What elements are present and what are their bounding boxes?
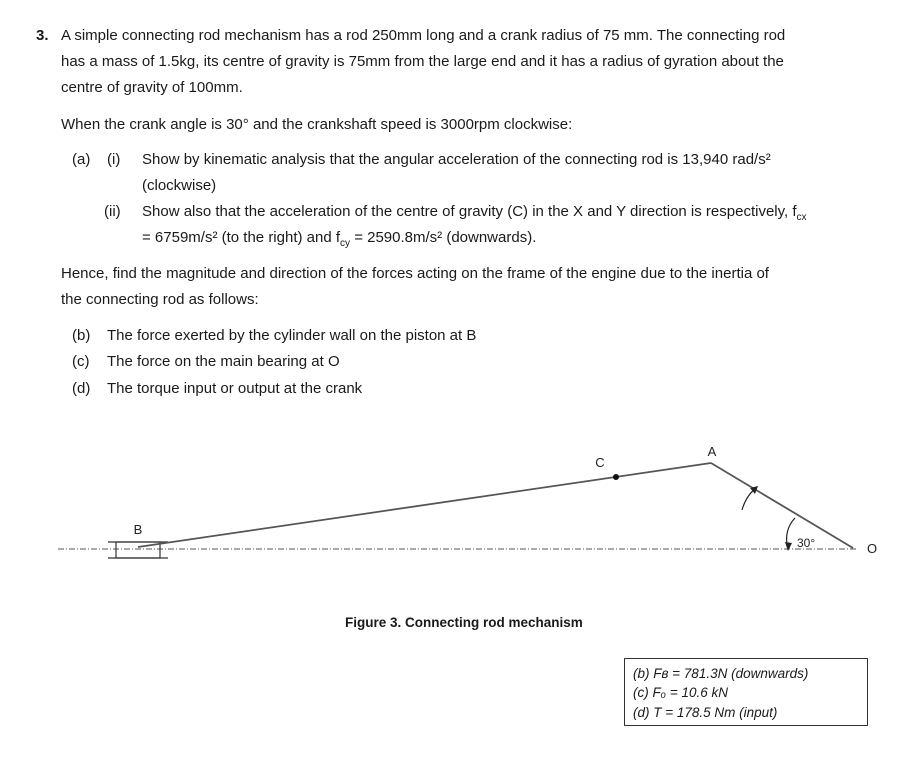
part-a-i-line-1: Show by kinematic analysis that the angular acceleration of the connecting rod is 13,940 rad/s² [142,151,771,168]
hence-line-2: the connecting rod as follows: [61,291,259,308]
intro-line-3: centre of gravity of 100mm. [61,79,243,96]
intro-line-2: has a mass of 1.5kg, its centre of gravity is 75mm from the large end and it has a radius of gyration about the [61,53,784,70]
mechanism-figure [0,430,918,590]
label-b: B [133,522,143,537]
angle-arrow-head [785,542,792,551]
condition-text: When the crank angle is 30° and the crankshaft speed is 3000rpm clockwise: [61,116,573,133]
part-c-label: (c) [72,353,90,370]
point-c-marker [613,474,619,480]
intro-line-1: A simple connecting rod mechanism has a rod 250mm long and a crank radius of 75 mm. The connecting rod [61,27,786,44]
part-d-label: (d) [72,380,91,397]
part-b-label: (b) [72,327,91,344]
answer-box [624,658,868,726]
question-number: 3. [36,27,49,44]
angle-label: 30° [797,536,816,550]
hence-line-1: Hence, find the magnitude and direction of the forces acting on the frame of the engine due to the inertia of [61,265,769,282]
part-a-ii-line-2: = 6759m/s² (to the right) and $f_{cy} = 2590.8m/s^2$ (downwards). [142,229,537,249]
answer-b: (b) Fʙ = 781.3N (downwards) [633,666,809,681]
part-a-ii-label: (ii) [104,203,121,220]
label-o: O [866,541,878,556]
answer-d: (d) T = 178.5 Nm (input) [633,705,778,720]
part-b-text: The force exerted by the cylinder wall on the piston at B [107,327,477,344]
part-a-ii-line-1: Show also that the acceleration of the centre of gravity (C) in the X and Y direction is respectively, $f_{cx}$ [142,203,807,223]
answer-c: (c) Fₒ = 10.6 kN [633,685,728,700]
part-a-i-line-2: (clockwise) [142,177,217,194]
figure-caption: Figure 3. Connecting rod mechanism [345,615,583,630]
connecting-rod [138,463,711,547]
crank-arm [711,463,853,548]
label-c: C [595,455,605,470]
part-c-text: The force on the main bearing at O [107,353,340,370]
label-a: A [707,444,717,459]
part-a-i-label: (i) [107,151,121,168]
part-a-label: (a) [72,151,91,168]
part-d-text: The torque input or output at the crank [107,380,363,397]
